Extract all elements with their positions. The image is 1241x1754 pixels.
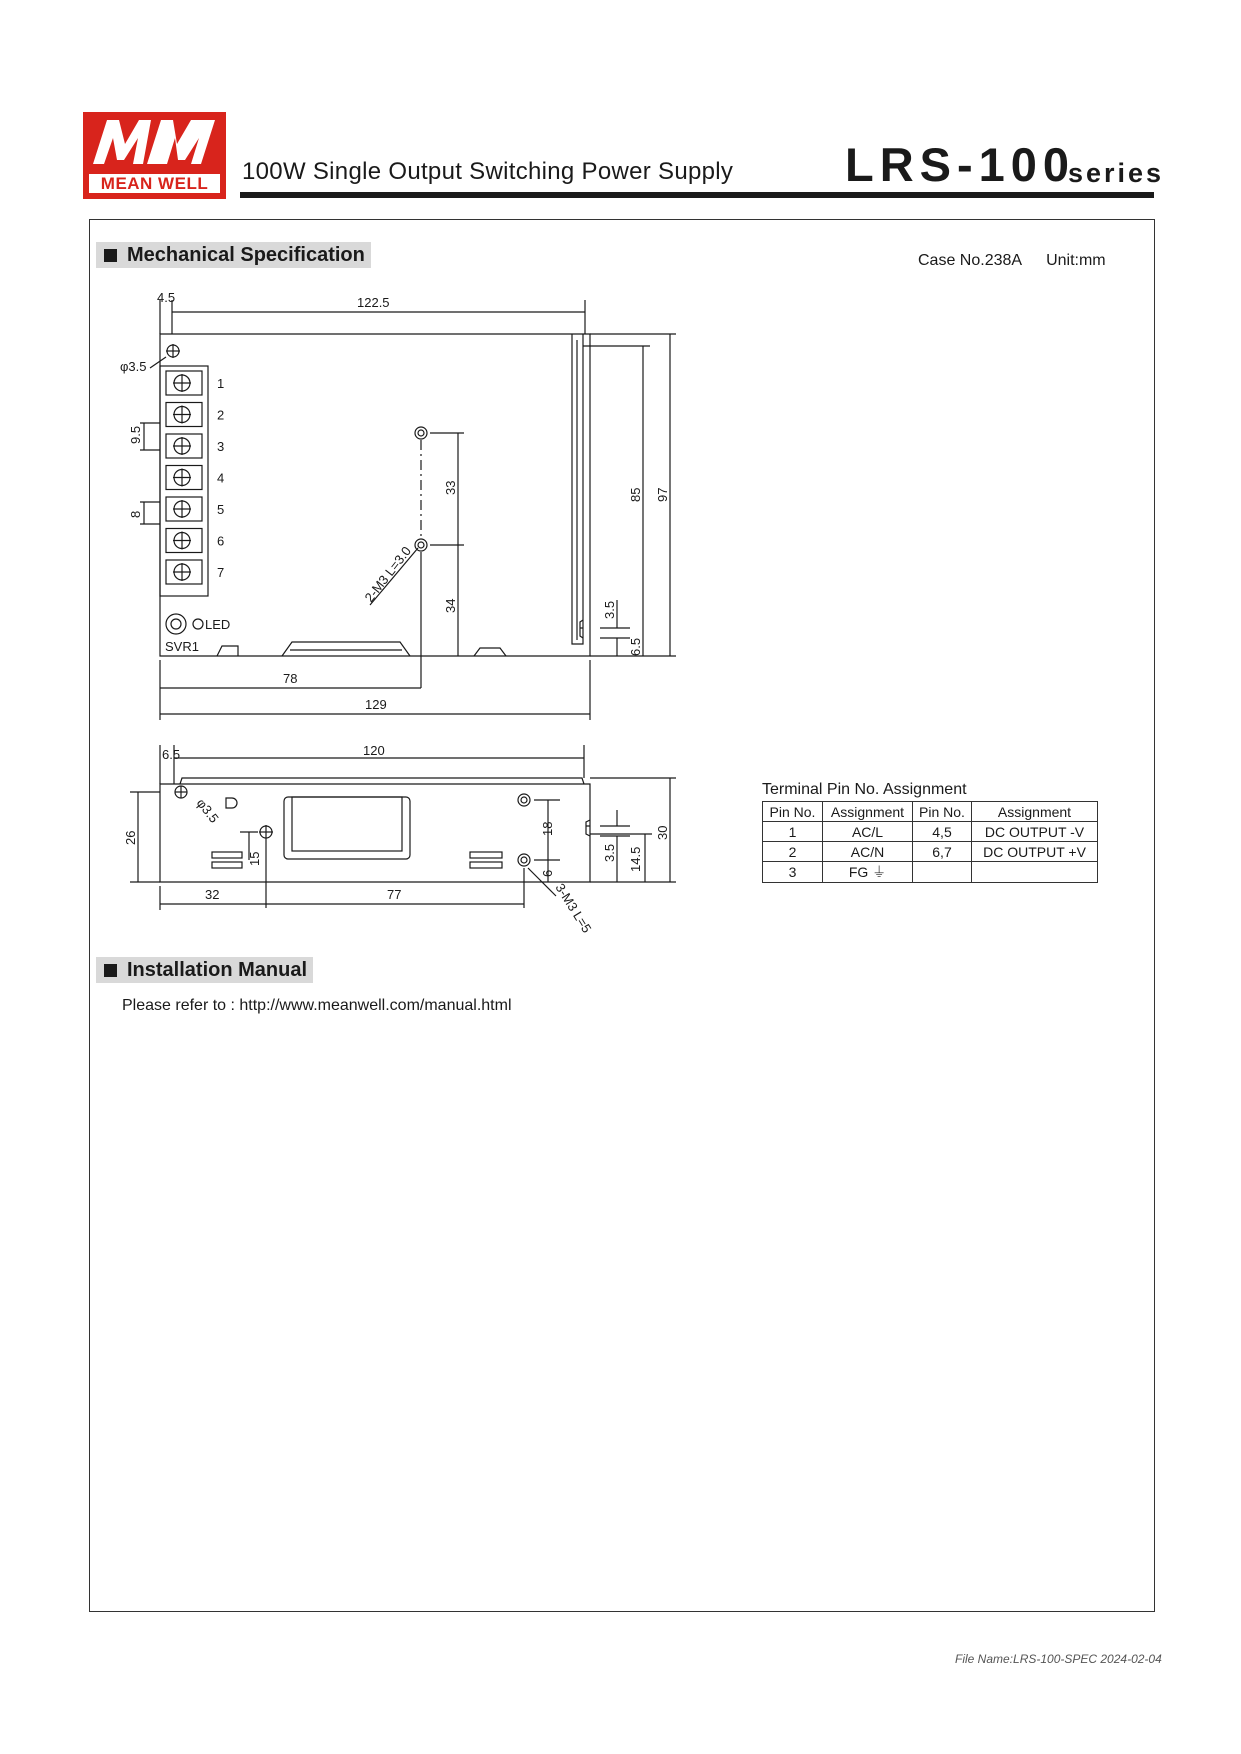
table-cell: FG ⏚ [823, 862, 913, 883]
dim-34: 34 [443, 598, 458, 613]
file-name-footer: File Name:LRS-100-SPEC 2024-02-04 [955, 1652, 1162, 1666]
table-cell: 6,7 [913, 842, 972, 862]
dim-122-5: 122.5 [357, 295, 390, 310]
side-dim-77: 77 [387, 887, 402, 902]
unit-label: Unit:mm [1046, 252, 1106, 269]
screw-label-3-m3: 3-M3 L=5 [552, 880, 595, 936]
led-label: LED [205, 617, 231, 632]
table-header: Pin No. [763, 802, 823, 822]
table-cell: DC OUTPUT +V [972, 842, 1098, 862]
dim-6-5: 6.5 [628, 637, 643, 656]
table-cell: 4,5 [913, 822, 972, 842]
dim-8: 8 [128, 510, 143, 518]
screw-label-2-m3: 2-M3 L=3.0 [361, 543, 415, 605]
terminal-table-caption: Terminal Pin No. Assignment [762, 781, 967, 798]
side-dim-26: 26 [123, 830, 138, 845]
manual-reference-text: Please refer to : http://www.meanwell.com/manual.html [122, 997, 512, 1014]
dim-78: 78 [283, 671, 298, 686]
document-subtitle: 100W Single Output Switching Power Supply [242, 158, 734, 185]
side-dim-6: 6 [540, 869, 555, 877]
terminal-number-label: 4 [217, 470, 225, 486]
table-header-row [763, 802, 1098, 822]
bullet-square-icon [104, 964, 117, 977]
terminal-number-label: 7 [217, 565, 225, 580]
terminal-number-label: 1 [217, 376, 225, 391]
table-cell: 3 [763, 862, 823, 883]
side-dim-32: 32 [205, 887, 220, 902]
table-cell: 2 [763, 842, 823, 862]
dim-97: 97 [655, 487, 670, 502]
table-header: Pin No. [913, 802, 972, 822]
table-cell: 1 [763, 822, 823, 842]
dim-85: 85 [628, 487, 643, 502]
mechanical-title: Mechanical Specification [127, 244, 365, 266]
table-cell: AC/N [823, 842, 913, 862]
table-row [763, 862, 1098, 883]
side-dim-3-5: 3.5 [602, 843, 617, 862]
dim-129: 129 [365, 697, 387, 712]
table-cell: AC/L [823, 822, 913, 842]
side-dim-14-5: 14.5 [628, 846, 643, 872]
terminal-number-label: 2 [217, 407, 225, 423]
section-heading-installation [96, 957, 313, 983]
table-cell: DC OUTPUT -V [972, 822, 1098, 842]
dim-33: 33 [443, 480, 458, 495]
table-row [763, 822, 1098, 842]
dim-9-5: 9.5 [128, 425, 143, 444]
table-header: Assignment [972, 802, 1098, 822]
terminal-number-label: 5 [217, 502, 225, 517]
table-cell [972, 862, 1098, 883]
dim-3-5: 3.5 [602, 600, 617, 619]
terminal-number-label: 6 [217, 533, 225, 549]
model-title: LRS-100 [845, 138, 1076, 191]
terminal-number-label: 3 [217, 439, 225, 454]
side-dim-30: 30 [655, 825, 670, 840]
table-cell [913, 862, 972, 883]
dim-phi-3-5: φ3.5 [120, 359, 147, 374]
side-dim-6-5: 6.5 [162, 747, 181, 762]
brand-name: MEAN WELL [89, 174, 220, 193]
side-dim-18: 18 [540, 821, 555, 836]
table-header: Assignment [823, 802, 913, 822]
installation-title: Installation Manual [127, 959, 308, 981]
side-dim-phi-3-5: φ3.5 [193, 795, 222, 826]
svr1-label: SVR1 [165, 639, 199, 654]
side-dim-120: 120 [363, 743, 385, 758]
table-row [763, 842, 1098, 862]
side-dim-15: 15 [247, 851, 262, 866]
terminal-pin-table [762, 801, 1098, 883]
series-label: series [1068, 158, 1165, 188]
case-number: Case No.238A [918, 252, 1023, 269]
dim-4-5: 4.5 [157, 290, 176, 305]
